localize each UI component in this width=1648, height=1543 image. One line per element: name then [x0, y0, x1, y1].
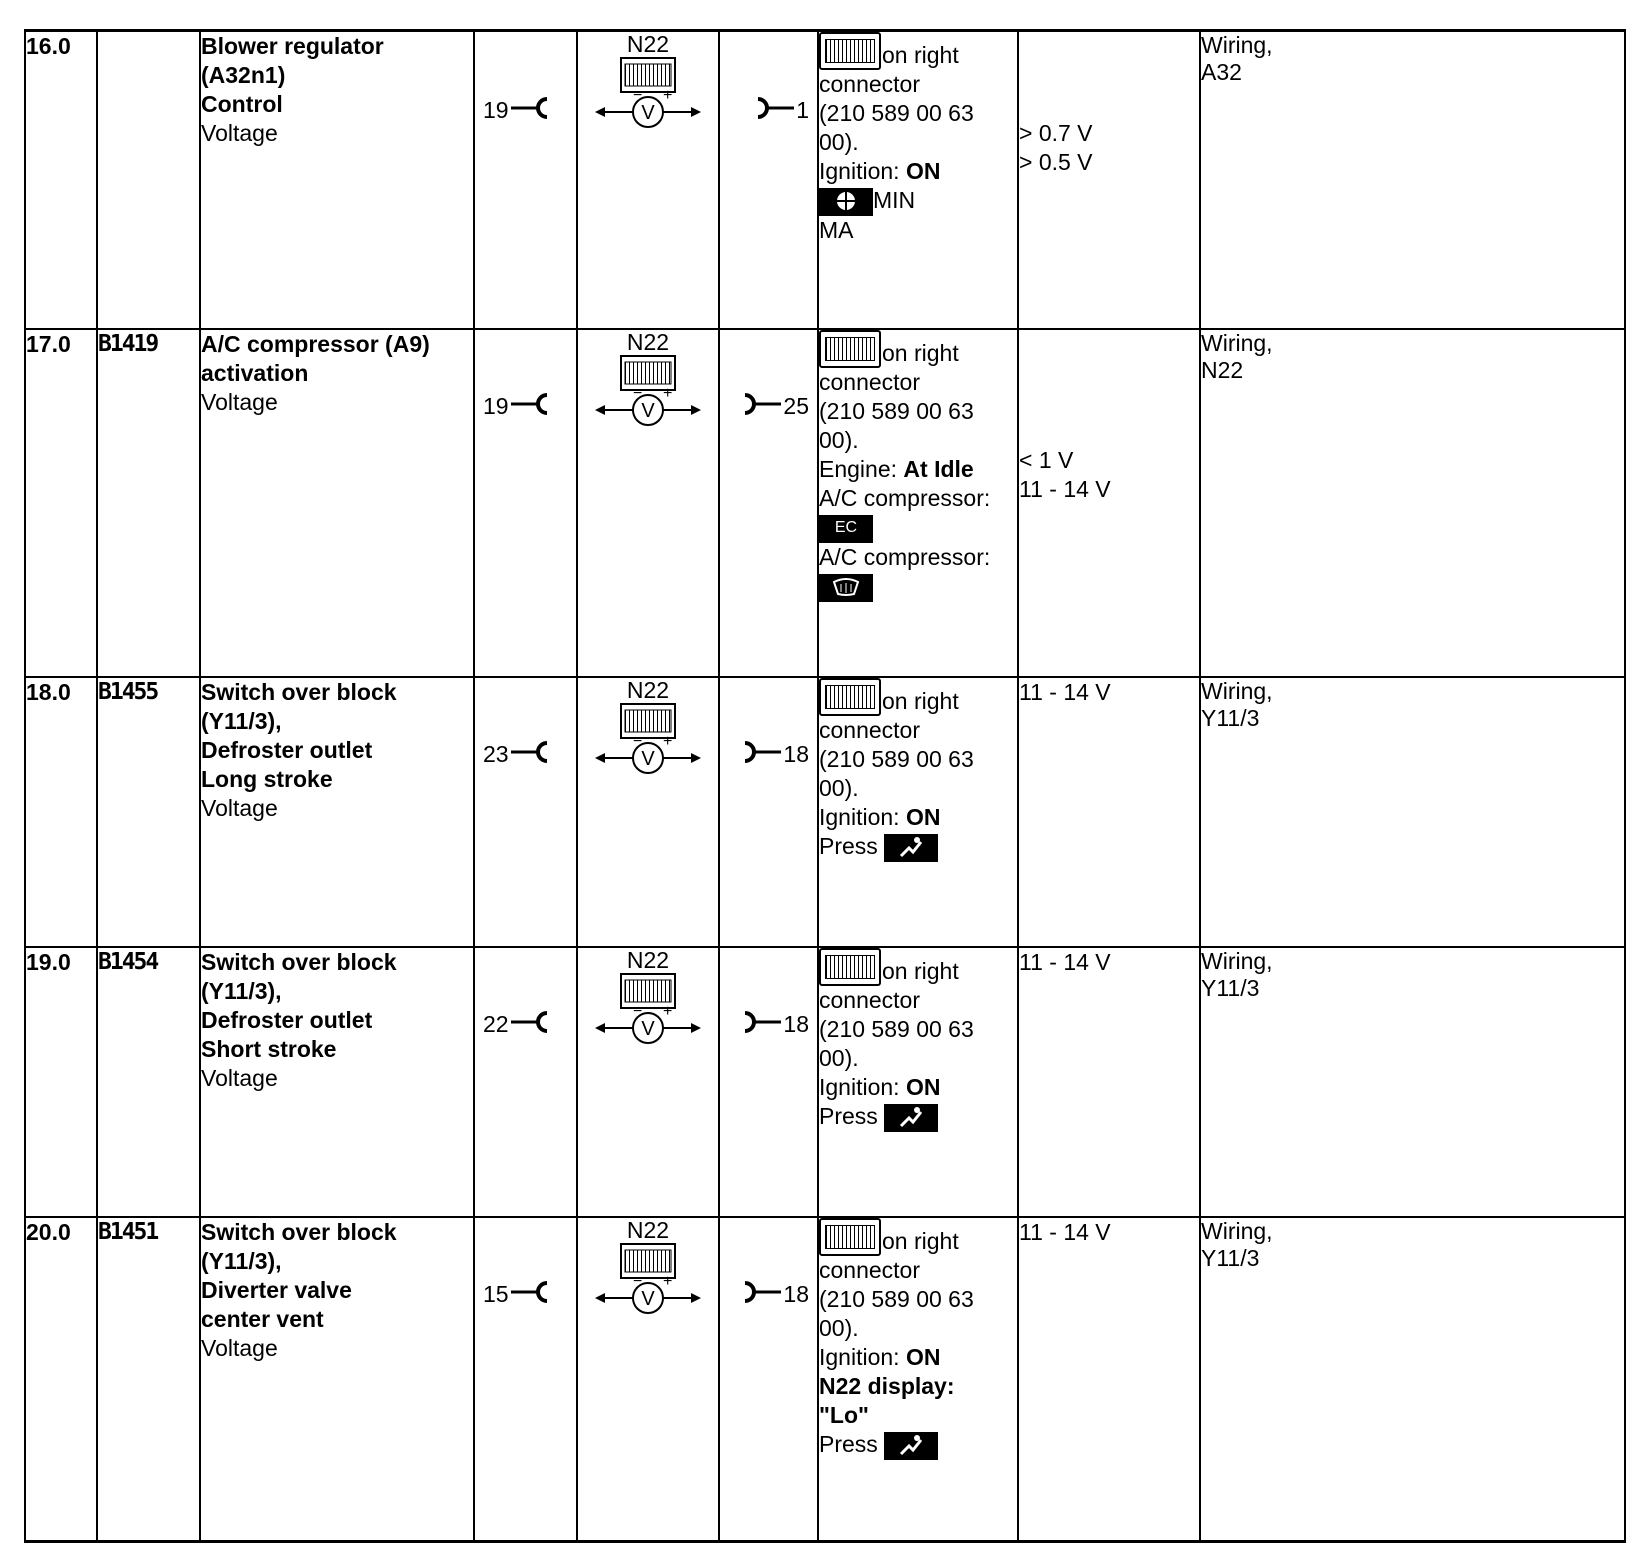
socket-left-icon	[509, 1010, 549, 1034]
socket-right-icon	[743, 1010, 783, 1034]
condition-key	[819, 1073, 1017, 1102]
step-number: 17.0	[25, 329, 97, 677]
nominal-value: < 1 V	[1019, 447, 1074, 473]
test-description	[200, 329, 474, 677]
control-unit-label: N22	[626, 31, 670, 57]
svg-text:−: −	[633, 385, 643, 402]
voltmeter-icon	[593, 1242, 703, 1318]
voltmeter-icon	[593, 972, 703, 1048]
condition-line: 00).	[819, 129, 859, 155]
remedy-line: Wiring,	[1201, 678, 1273, 704]
nominal-value: > 0.5 V	[1019, 149, 1093, 175]
connector-icon	[819, 678, 881, 716]
connector-text: on right	[882, 42, 959, 68]
pin-right	[720, 678, 817, 946]
svg-text:−: −	[633, 1003, 643, 1020]
pin-right	[720, 330, 817, 676]
condition-line: connector	[819, 369, 921, 395]
condition-extra: MA	[819, 216, 854, 243]
nominal-value: 11 - 14 V	[1019, 679, 1111, 705]
pin-number: 18	[783, 1281, 809, 1307]
pin-right	[720, 948, 817, 1216]
description-line: Defroster outlet	[201, 737, 373, 763]
remedy-line: Wiring,	[1201, 32, 1273, 58]
socket-right-icon	[743, 1280, 783, 1304]
pin-number: 25	[783, 393, 809, 419]
description-line: (Y11/3),	[201, 708, 282, 734]
condition-line: connector	[819, 987, 921, 1013]
press-line	[819, 1102, 1017, 1132]
connector-icon	[819, 948, 881, 986]
nominal-value	[1019, 417, 1199, 446]
nominal-value	[1019, 32, 1199, 61]
pin-right-cell	[719, 31, 818, 330]
condition-key	[819, 1343, 1017, 1372]
defrost-line	[819, 572, 1017, 602]
remedy-line: Y11/3	[1201, 975, 1260, 1001]
description-line: (Y11/3),	[201, 978, 282, 1004]
condition-key-value: ON	[905, 804, 941, 830]
condition-line: (210 589 00 63	[819, 1016, 974, 1042]
ec-button-icon: EC	[819, 515, 873, 543]
pin-number: 19	[483, 393, 509, 419]
press-label: Press	[819, 1103, 878, 1129]
nominal-values	[1018, 947, 1200, 1217]
socket-right-icon	[743, 392, 783, 416]
nominal-values	[1018, 677, 1200, 947]
step-number: 16.0	[25, 31, 97, 330]
possible-cause	[1200, 947, 1625, 1217]
fault-code	[97, 31, 200, 330]
connector-text: on right	[882, 340, 959, 366]
description-line: (A32n1)	[201, 62, 286, 88]
nominal-value	[1019, 90, 1199, 119]
connector-line	[819, 678, 1017, 716]
measurement-type: Voltage	[201, 120, 278, 146]
pin-left-cell	[474, 329, 577, 677]
test-conditions	[818, 677, 1018, 947]
airflow-icon	[884, 1432, 938, 1460]
svg-text:−: −	[633, 1273, 643, 1290]
remedy-line: Wiring,	[1201, 948, 1273, 974]
svg-text:+: +	[663, 1003, 673, 1020]
table-row	[25, 1217, 1625, 1542]
description-line: Control	[201, 91, 283, 117]
description-line: Blower regulator	[201, 33, 384, 59]
step-number: 18.0	[25, 677, 97, 947]
condition-bold-line: N22 display:	[819, 1373, 955, 1399]
control-unit-label: N22	[626, 1217, 670, 1243]
condition-line: 00).	[819, 1045, 859, 1071]
description-line: Switch over block	[201, 1219, 397, 1245]
fault-code: B1451	[97, 1217, 200, 1542]
ac-condition: A/C compressor:	[819, 485, 991, 511]
svg-text:V: V	[641, 748, 655, 770]
fan-level: MIN	[873, 187, 916, 213]
test-description	[200, 1217, 474, 1542]
description-line: Short stroke	[201, 1036, 337, 1062]
description-line: activation	[201, 360, 309, 386]
condition-line: 00).	[819, 1315, 859, 1341]
remedy-line: Wiring,	[1201, 1218, 1273, 1244]
pin-right-cell	[719, 677, 818, 947]
nominal-value: 11 - 14 V	[1019, 1219, 1111, 1245]
remedy-line: A32	[1201, 59, 1242, 85]
control-unit-label: N22	[626, 947, 670, 973]
condition-key-value: At Idle	[903, 456, 974, 482]
condition-line: (210 589 00 63	[819, 1286, 974, 1312]
test-description	[200, 31, 474, 330]
description-line: Switch over block	[201, 949, 397, 975]
description-line: Switch over block	[201, 679, 397, 705]
pin-left	[475, 678, 576, 946]
svg-text:V: V	[641, 400, 655, 422]
remedy-line: Y11/3	[1201, 1245, 1260, 1271]
connector-text: on right	[882, 958, 959, 984]
press-line	[819, 832, 1017, 862]
condition-line: (210 589 00 63	[819, 398, 974, 424]
connector-line	[819, 330, 1017, 368]
test-description	[200, 947, 474, 1217]
nominal-value	[1019, 61, 1199, 90]
voltmeter-icon	[593, 56, 703, 132]
ec-line	[819, 513, 1017, 543]
svg-text:V: V	[641, 1018, 655, 1040]
test-conditions	[818, 947, 1018, 1217]
description-line: Diverter valve	[201, 1277, 352, 1303]
svg-text:+: +	[663, 733, 673, 750]
diagnosis-table	[24, 29, 1626, 1543]
condition-key	[819, 157, 1017, 186]
table-row	[25, 31, 1625, 330]
fault-code: B1455	[97, 677, 200, 947]
meter-cell	[577, 677, 719, 947]
condition-key-value: ON	[905, 1074, 941, 1100]
pin-left	[475, 948, 576, 1216]
possible-cause	[1200, 1217, 1625, 1542]
description-line: (Y11/3),	[201, 1248, 282, 1274]
socket-right-icon	[743, 740, 783, 764]
pin-number: 23	[483, 741, 509, 767]
pin-left	[475, 1218, 576, 1540]
condition-key-value: ON	[905, 1344, 941, 1370]
nominal-value: 11 - 14 V	[1019, 949, 1111, 975]
nominal-value	[1019, 388, 1199, 417]
svg-text:+: +	[663, 385, 673, 402]
fan-icon	[819, 188, 873, 216]
description-line: center vent	[201, 1306, 324, 1332]
pin-right	[720, 32, 817, 328]
airflow-icon	[884, 1104, 938, 1132]
measurement-type: Voltage	[201, 795, 278, 821]
svg-text:V: V	[641, 102, 655, 124]
condition-key-label: Ignition:	[819, 1344, 900, 1370]
nominal-value: 11 - 14 V	[1019, 476, 1111, 502]
remedy-line: Wiring,	[1201, 330, 1273, 356]
description-line: Defroster outlet	[201, 1007, 373, 1033]
table-row	[25, 329, 1625, 677]
fault-code: B1419	[97, 329, 200, 677]
step-number: 20.0	[25, 1217, 97, 1542]
step-number: 19.0	[25, 947, 97, 1217]
test-conditions	[818, 1217, 1018, 1542]
description-line: Long stroke	[201, 766, 333, 792]
meter-cell	[577, 1217, 719, 1542]
socket-left-icon	[509, 96, 549, 120]
svg-text:+: +	[663, 87, 673, 104]
pin-left	[475, 330, 576, 676]
description-line: A/C compressor (A9)	[201, 331, 430, 357]
svg-text:V: V	[641, 1288, 655, 1310]
pin-left-cell	[474, 677, 577, 947]
press-label: Press	[819, 1431, 878, 1457]
pin-right	[720, 1218, 817, 1540]
pin-right-cell	[719, 1217, 818, 1542]
pin-left-cell	[474, 1217, 577, 1542]
socket-left-icon	[509, 740, 549, 764]
test-description	[200, 677, 474, 947]
pin-right-cell	[719, 947, 818, 1217]
measurement-type: Voltage	[201, 389, 278, 415]
meter-cell	[577, 31, 719, 330]
pin-number: 15	[483, 1281, 509, 1307]
ac-condition: A/C compressor:	[819, 543, 991, 570]
svg-text:−: −	[633, 87, 643, 104]
connector-line	[819, 948, 1017, 986]
condition-key-value: ON	[905, 158, 941, 184]
press-label: Press	[819, 833, 878, 859]
defrost-icon	[819, 574, 873, 602]
meter-cell	[577, 329, 719, 677]
possible-cause	[1200, 329, 1625, 677]
airflow-icon	[884, 834, 938, 862]
condition-key	[819, 455, 1017, 484]
nominal-values	[1018, 329, 1200, 677]
voltmeter-icon	[593, 702, 703, 778]
pin-right-cell	[719, 329, 818, 677]
condition-line: (210 589 00 63	[819, 100, 974, 126]
test-conditions	[818, 31, 1018, 330]
table-row	[25, 947, 1625, 1217]
nominal-value	[1019, 359, 1199, 388]
condition-line: connector	[819, 1257, 921, 1283]
condition-key-label: Ignition:	[819, 1074, 900, 1100]
connector-icon	[819, 330, 881, 368]
table-row	[25, 677, 1625, 947]
condition-line: connector	[819, 717, 921, 743]
control-unit-label: N22	[626, 329, 670, 355]
pin-left-cell	[474, 31, 577, 330]
connector-line	[819, 1218, 1017, 1256]
possible-cause	[1200, 31, 1625, 330]
fault-code: B1454	[97, 947, 200, 1217]
pin-left	[475, 32, 576, 328]
press-line	[819, 1430, 1017, 1460]
socket-right-icon	[756, 96, 796, 120]
condition-key-label: Ignition:	[819, 804, 900, 830]
pin-number: 18	[783, 1011, 809, 1037]
remedy-line: Y11/3	[1201, 705, 1260, 731]
condition-key-label: Ignition:	[819, 158, 900, 184]
connector-icon	[819, 1218, 881, 1256]
pin-left-cell	[474, 947, 577, 1217]
condition-bold-line: "Lo"	[819, 1402, 869, 1428]
pin-number: 19	[483, 97, 509, 123]
condition-line: (210 589 00 63	[819, 746, 974, 772]
remedy-line: N22	[1201, 357, 1244, 383]
pin-number: 1	[796, 97, 809, 123]
test-conditions	[818, 329, 1018, 677]
nominal-value	[1019, 330, 1199, 359]
connector-line	[819, 32, 1017, 70]
meter-cell	[577, 947, 719, 1217]
measurement-type: Voltage	[201, 1065, 278, 1091]
pin-number: 18	[783, 741, 809, 767]
measurement-type: Voltage	[201, 1335, 278, 1361]
svg-text:+: +	[663, 1273, 673, 1290]
nominal-values	[1018, 31, 1200, 330]
svg-text:−: −	[633, 733, 643, 750]
condition-line: connector	[819, 71, 921, 97]
condition-line: 00).	[819, 427, 859, 453]
socket-left-icon	[509, 392, 549, 416]
connector-text: on right	[882, 688, 959, 714]
connector-icon	[819, 32, 881, 70]
connector-text: on right	[882, 1228, 959, 1254]
nominal-values	[1018, 1217, 1200, 1542]
possible-cause	[1200, 677, 1625, 947]
socket-left-icon	[509, 1280, 549, 1304]
nominal-value: > 0.7 V	[1019, 120, 1093, 146]
condition-line: 00).	[819, 775, 859, 801]
fan-line	[819, 186, 1017, 216]
control-unit-label: N22	[626, 677, 670, 703]
condition-key	[819, 803, 1017, 832]
condition-key-label: Engine:	[819, 456, 898, 482]
pin-number: 22	[483, 1011, 509, 1037]
voltmeter-icon	[593, 354, 703, 430]
